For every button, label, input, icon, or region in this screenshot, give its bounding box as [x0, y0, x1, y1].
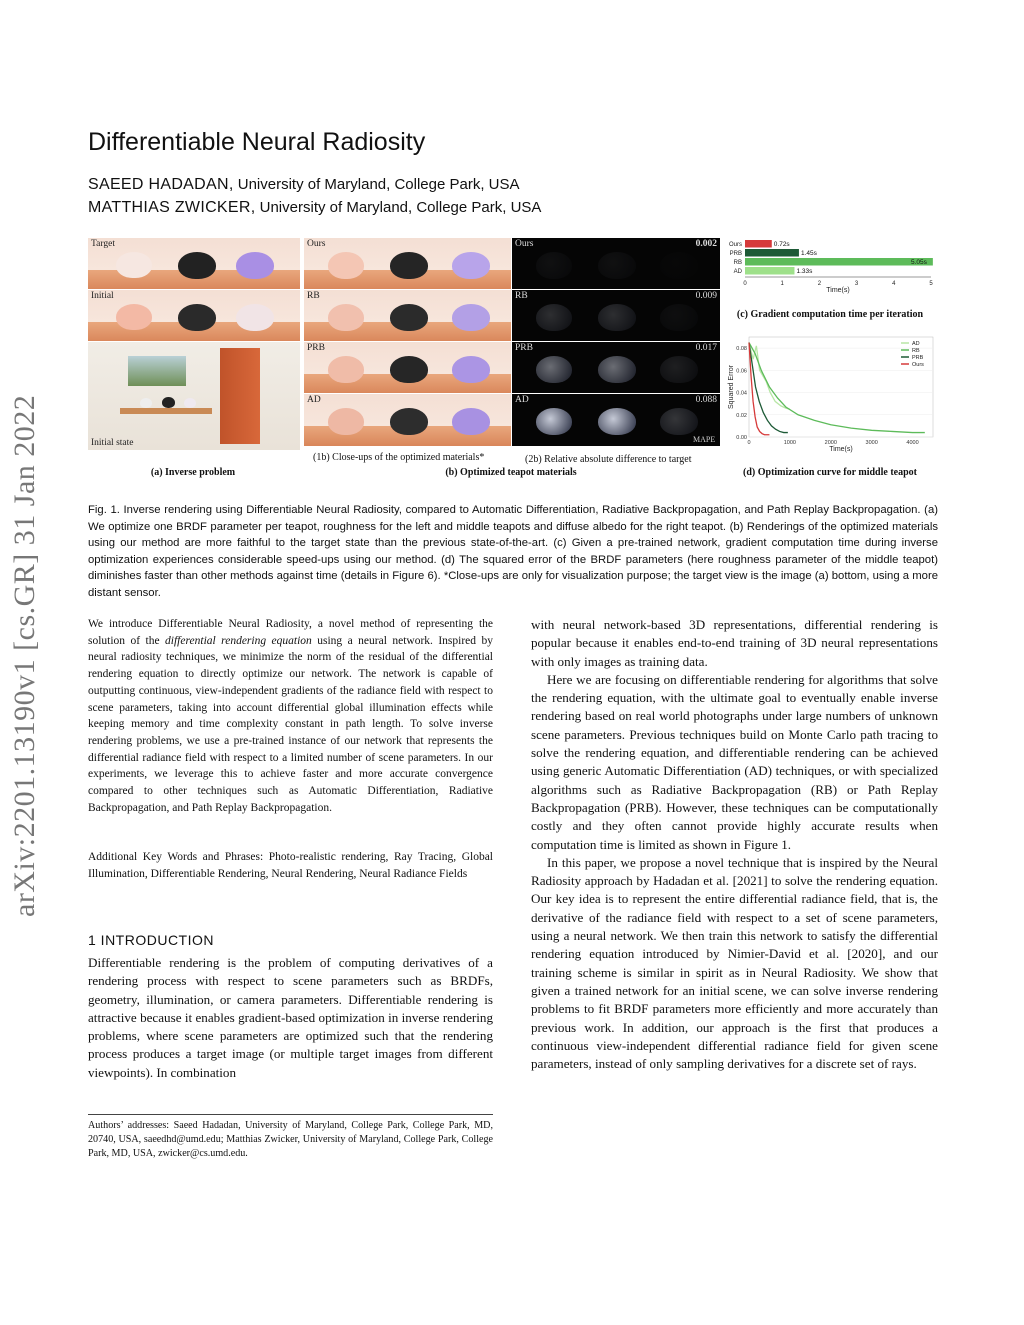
legend-label: AD [912, 341, 920, 347]
x-tick-label: 4000 [906, 440, 919, 446]
bar-category-label: PRB [729, 251, 742, 257]
gradient-time-bar-chart [723, 237, 937, 305]
closeup-tile-ad [303, 393, 513, 447]
mape-label: MAPE [693, 435, 716, 444]
x-tick-label: 2 [817, 281, 822, 287]
x-axis-title: Time(s) [829, 446, 853, 453]
closeup-label: RB [307, 291, 320, 301]
optimization-curve-chart [723, 329, 937, 459]
mape-value: 0.009 [695, 291, 717, 301]
y-axis-title: Squared Error [728, 365, 735, 409]
target-render [87, 237, 301, 291]
author-name: SAEED HADADAN, [88, 176, 234, 193]
mape-value: 0.088 [695, 395, 717, 405]
difference-tile-rb [511, 289, 721, 343]
plot-area [749, 337, 933, 437]
bar-value-label: 1.45s [800, 250, 817, 257]
panel-a-caption: (a) Inverse problem [150, 467, 236, 478]
abstract-emphasis: differential rendering equation [165, 634, 312, 647]
bar-category-label: AD [733, 269, 742, 275]
footnote-rule [88, 1114, 493, 1115]
difference-label: Ours [515, 239, 534, 249]
x-tick-label: 2000 [824, 440, 837, 446]
legend-label: Ours [912, 362, 924, 368]
abstract-text: using a neural network. Inspired by neural radiosity techniques, we minimize the norm of the residual of the differential rendering equation to directly optimize our network. The network is capable of outputting continuous, view-independent gradients of the radiance field with respect to scene parameters, taking into account differential global illumination effects while keeping memory and time complexity constant in path length. To solve inverse rendering problems, we use a pre-trained instance of our network that represents the differential radiance field with respect to a limited number of scene parameters. In our experiments, we leverage this to achieve faster and more accurate convergence compared to other techniques such as Automatic Differentiation, Radiative Backpropagation, and Path Replay Backpropagation. [88, 634, 493, 814]
x-tick-label: 1000 [783, 440, 797, 446]
y-tick-label: 0.02 [736, 412, 747, 419]
mape-value: 0.002 [695, 239, 717, 249]
intro-paragraph-1: Differentiable rendering is the problem of computing derivatives of a rendering process with respect to scene parameters such as BRDFs, geometry, illumination, or camera parameters. Differentiable rendering is attractive because it enables gradient-based optimization in inverse rendering problems, where scene parameters are optimized such that the rendering process produces a target image (or multiple target images from different viewpoints). In combination [88, 955, 493, 1080]
panel-1b-caption: (1b) Close-ups of the optimized materials* [313, 452, 485, 463]
x-tick-label: 5 [929, 281, 933, 287]
bar-category-label: RB [733, 260, 742, 266]
initial-state-render [87, 341, 301, 451]
y-tick-label: 0.04 [736, 390, 747, 397]
bar-ad [745, 267, 794, 275]
arxiv-side-stamp: arXiv:2201.13190v1 [cs.GR] 31 Jan 2022 [8, 394, 41, 917]
target-label: Target [91, 239, 115, 249]
x-axis-title: Time(s) [826, 287, 850, 294]
panel-2b-differences [511, 237, 719, 445]
body-paragraph: In this paper, we propose a novel technique that is inspired by the Neural Radiosity approach by Hadadan et al. [2021] to solve the rendering equation. Our key idea is to represent the entire differential radiance field, that is, the derivative of the radiance field with respect to a set of scene parameters, using a neural network. We then train this network to satisfy the differential rendering equation introduced by Nimier-David et al. [2020], and our training scheme is similar in spirit as in Neural Radiosity. We show that given a trained network for an initial scene, we can solve inverse rendering problems to fit BRDF parameters more efficiently and more accurately than previous work. In addition, our approach is the first that produces a continuous view-independent differential radiance field for given scene parameters, instead of only sampling derivatives for a discrete set of rays. [531, 854, 938, 1072]
x-tick-label: 1 [780, 281, 784, 287]
author-line-1 [88, 176, 520, 194]
body-paragraph: Here we are focusing on differentiable rendering for algorithms that solve the rendering equation, with the ultimate goal to eventually enable inverse rendering based on real world photographs under large numbers of unknown scene parameters. Previous techniques build on Monte Carlo path tracing to solve the rendering equation, and differentiable rendering can be achieved using generic Automatic Differentiation (AD) techniques, or with specialized algorithms such as Radiative Backpropagation (RB) or Path Replay Backpropagation (PRB). However, these techniques can be computationally costly and they often cannot provide highly accurate results when computation time is limited as shown in Figure 1. [531, 671, 938, 852]
right-column [531, 616, 938, 1073]
mape-value: 0.017 [695, 343, 717, 353]
difference-tile-ad [511, 393, 721, 447]
author-name: MATTHIAS ZWICKER, [88, 199, 256, 216]
abstract [88, 616, 493, 816]
table [120, 408, 212, 414]
figure-caption: Fig. 1. Inverse rendering using Differentiable Neural Radiosity, compared to Automatic Differentiation, Radiative Backpropagation, and Path Replay Backpropagation. (a) We optimize one BRDF parameter per teapot, roughness for the left and middle teapots and diffuse albedo for the right teapot. (b) Renderings of the optimized materials using our method are more faithful to the target state than the previous state-of-the-art. (c) Given a pre-trained network, gradient computation time during inverse optimization experiences considerable speed-ups using our method. (d) The squared error of the BRDF parameters (here roughness parameter of the middle teapot) diminishes faster than other methods against time (details in Figure 6). *Close-ups are only for visualization purpose; the target view is the image (a) bottom, using a more distant sensor. [88, 504, 938, 599]
section-heading-introduction: 1 INTRODUCTION [88, 932, 214, 948]
x-tick-label: 3000 [865, 440, 878, 446]
panel-c-caption: (c) Gradient computation time per iteration [736, 309, 924, 320]
difference-tile-ours [511, 237, 721, 291]
initial-state-label: Initial state [91, 438, 134, 448]
legend-label: RB [912, 348, 920, 354]
keywords: Additional Key Words and Phrases: Photo-realistic rendering, Ray Tracing, Global Illumination, Differentiable Rendering, Neural Rendering, Neural Radiance Fields [88, 851, 493, 880]
x-tick-label: 4 [892, 281, 896, 287]
difference-tile-prb [511, 341, 721, 395]
panel-1b-closeups [303, 237, 511, 445]
paper-title: Differentiable Neural Radiosity [88, 128, 426, 156]
difference-label: PRB [515, 343, 533, 353]
body-paragraph: with neural network-based 3D representations, differential rendering is popular because it enables end-to-end training of 3D neural representations with only images as training data. [531, 617, 938, 669]
y-tick-label: 0.00 [736, 435, 747, 441]
bar-category-label: Ours [728, 242, 742, 248]
author-line-2 [88, 199, 541, 217]
closeup-label: AD [307, 395, 321, 405]
bar-value-label: 5.05s [911, 259, 927, 266]
bar-value-label: 0.72s [773, 241, 790, 248]
bar-rb [745, 258, 933, 266]
difference-label: RB [515, 291, 528, 301]
panel-b-caption: (b) Optimized teapot materials [445, 467, 577, 478]
door [220, 348, 260, 444]
closeup-label: PRB [307, 343, 325, 353]
figure-1 [87, 237, 937, 487]
wall-painting [128, 356, 186, 386]
bar-prb [745, 249, 799, 257]
legend-label: PRB [912, 355, 924, 361]
y-tick-label: 0.08 [736, 346, 747, 353]
x-tick-label: 3 [854, 281, 859, 287]
panel-d-caption: (d) Optimization curve for middle teapot [743, 467, 917, 478]
closeup-tile-rb [303, 289, 513, 343]
x-tick-label: 0 [747, 440, 751, 446]
initial-render [87, 289, 301, 343]
panel-2b-caption: (2b) Relative absolute difference to target [525, 454, 692, 465]
initial-label: Initial [91, 291, 114, 301]
closeup-tile-ours [303, 237, 513, 291]
closeup-label: Ours [307, 239, 326, 249]
author-affiliation: University of Maryland, College Park, USA [255, 199, 542, 216]
difference-label: AD [515, 395, 529, 405]
x-tick-label: 0 [743, 281, 747, 287]
bar-value-label: 1.33s [796, 268, 813, 275]
abstract-text: We introduce Differentiable Neural Radiosity, a novel method of representing the solution of the [88, 618, 493, 647]
bar-ours [745, 240, 772, 248]
y-tick-label: 0.06 [736, 368, 747, 375]
author-affiliation: University of Maryland, College Park, USA [233, 176, 520, 193]
closeup-tile-prb [303, 341, 513, 395]
footnote-addresses: Authors’ addresses: Saeed Hadadan, University of Maryland, College Park, College Park, MD, 20740, USA, saeedhd@umd.edu; Matthias Zwicker, University of Maryland, College Park, College Park, MD, USA, zwicker@cs.umd.edu. [88, 1120, 493, 1159]
